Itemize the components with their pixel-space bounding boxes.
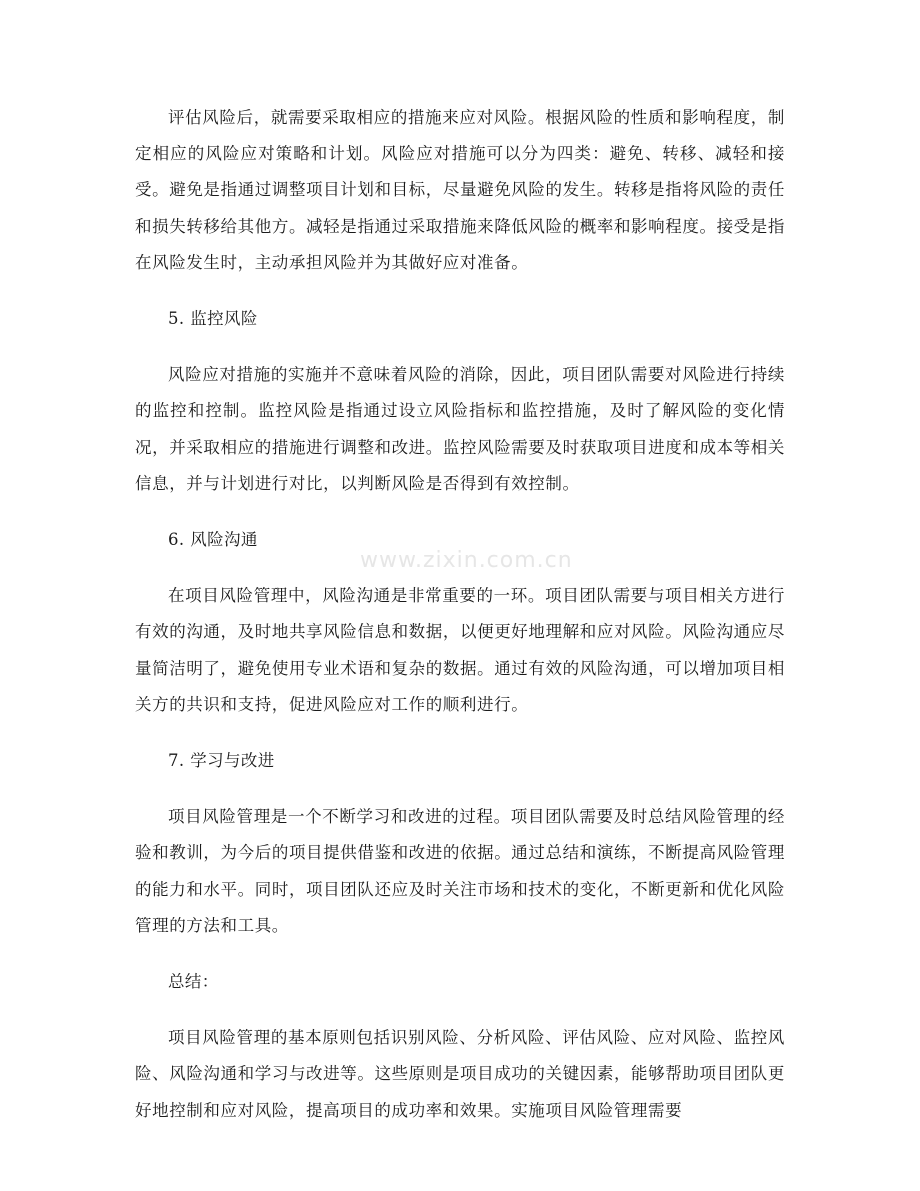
section-heading-risk-communication: 6. 风险沟通 bbox=[168, 530, 258, 550]
section-heading-learn-improve: 7. 学习与改进 bbox=[168, 751, 275, 771]
paragraph-gap bbox=[135, 779, 785, 799]
paragraph-gap bbox=[135, 502, 785, 522]
paragraph-gap bbox=[135, 944, 785, 964]
paragraph-gap bbox=[135, 1000, 785, 1020]
paragraph-gap bbox=[135, 281, 785, 301]
section-heading-summary: 总结： bbox=[168, 972, 219, 992]
paragraph-risk-communication: 在项目风险管理中，风险沟通是非常重要的一环。项目团队需要与项目相关方进行有效的沟通，及时地共享风险信息和数据，以便更好地理解和应对风险。风险沟通应尽量简洁明了，避免使用专业术语和复杂的数据。通过有效的风险沟通，可以增加项目相关方的共识和支持，促进风险应对工作的顺利进行。 bbox=[135, 586, 785, 714]
paragraph-learn-improve: 项目风险管理是一个不断学习和改进的过程。项目团队需要及时总结风险管理的经验和教训，为今后的项目提供借鉴和改进的依据。通过总结和演练，不断提高风险管理的能力和水平。同时，项目团队还应及时关注市场和技术的变化，不断更新和优化风险管理的方法和工具。 bbox=[135, 807, 785, 935]
paragraph-monitor-risk: 风险应对措施的实施并不意味着风险的消除，因此，项目团队需要对风险进行持续的监控和控制。监控风险是指通过设立风险指标和监控措施，及时了解风险的变化情况，并采取相应的措施进行调整和改进。监控风险需要及时获取项目进度和成本等相关信息，并与计划进行对比，以判断风险是否得到有效控制。 bbox=[135, 365, 785, 493]
paragraph-summary: 项目风险管理的基本原则包括识别风险、分析风险、评估风险、应对风险、监控风险、风险沟通和学习与改进等。这些原则是项目成功的关键因素，能够帮助项目团队更好地控制和应对风险，提高项目的成功率和效果。实施项目风险管理需要 bbox=[135, 1028, 785, 1120]
section-heading-monitor-risk: 5. 监控风险 bbox=[168, 309, 258, 329]
paragraph-gap bbox=[135, 723, 785, 743]
paragraph-risk-response: 评估风险后，就需要采取相应的措施来应对风险。根据风险的性质和影响程度，制定相应的风险应对策略和计划。风险应对措施可以分为四类：避免、转移、减轻和接受。避免是指通过调整项目计划和目标，尽量避免风险的发生。转移是指将风险的责任和损失转移给其他方。减轻是指通过采取措施来降低风险的概率和影响程度。接受是指在风险发生时，主动承担风险并为其做好应对准备。 bbox=[135, 108, 785, 272]
document-body bbox=[135, 100, 785, 1129]
paragraph-gap bbox=[135, 558, 785, 578]
watermark: www.zixin.com.cn bbox=[360, 548, 573, 573]
paragraph-gap bbox=[135, 337, 785, 357]
